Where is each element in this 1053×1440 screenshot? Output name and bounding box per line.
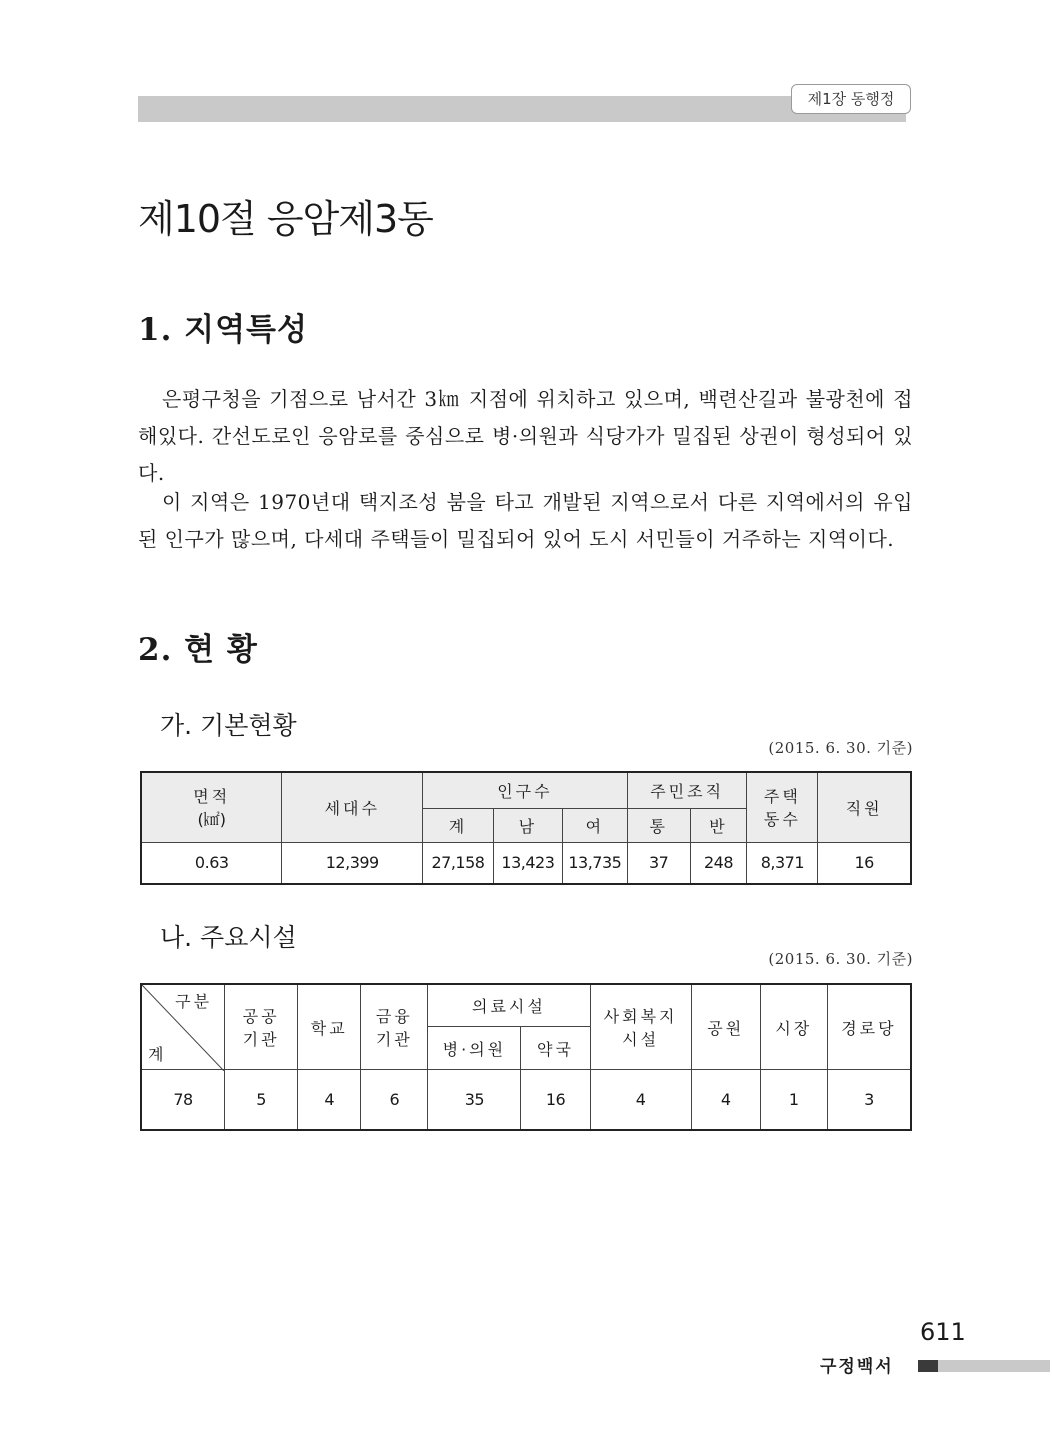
- pop-female-header: 여: [562, 808, 627, 842]
- tong-value: 37: [627, 842, 690, 884]
- hospital-header: 병·의원: [428, 1027, 521, 1070]
- households-value: 12,399: [282, 842, 423, 884]
- area-unit-label: (㎢): [197, 810, 226, 830]
- medical-header: 의료시설: [428, 984, 590, 1027]
- chapter-tab: 제1장 동행정: [791, 84, 911, 114]
- area-value: 0.63: [141, 842, 282, 884]
- total-label: 계: [148, 1045, 167, 1064]
- finance-value: 6: [361, 1070, 428, 1130]
- pop-total-value: 27,158: [423, 842, 494, 884]
- footer-bar-light: [938, 1360, 1050, 1372]
- pop-male-value: 13,423: [493, 842, 562, 884]
- public-header-line1: 공공: [242, 1007, 280, 1026]
- area-header: [141, 772, 282, 842]
- region-heading: 1. 지역특성: [138, 312, 308, 348]
- organization-header: 주민조직: [627, 772, 747, 808]
- table-row: [141, 1070, 911, 1130]
- housing-value: 8,371: [747, 842, 818, 884]
- population-header: 인구수: [423, 772, 628, 808]
- pharmacy-value: 16: [521, 1070, 590, 1130]
- region-paragraph-2: 이 지역은 1970년대 택지조성 붐을 타고 개발된 지역으로서 다른 지역에서의 유입된 인구가 많으며, 다세대 주택들이 밀집되어 있어 도시 서민들이 거주하는 지역이다.: [138, 490, 913, 551]
- senior-value: 3: [827, 1070, 911, 1130]
- facilities-table: [140, 983, 912, 1131]
- park-header: 공원: [691, 984, 760, 1070]
- hospital-value: 35: [428, 1070, 521, 1130]
- pop-total-header: 계: [423, 808, 494, 842]
- staff-header: 직원: [818, 772, 911, 842]
- housing-header: [747, 772, 818, 842]
- basic-date-note: (2015. 6. 30. 기준): [768, 739, 913, 757]
- total-value: 78: [141, 1070, 225, 1130]
- facilities-date-note: (2015. 6. 30. 기준): [768, 950, 913, 968]
- section-title: 제10절 응암제3동: [138, 197, 433, 241]
- status-heading: 2. 현 황: [138, 632, 258, 668]
- facilities-subheading: 나. 주요시설: [160, 923, 297, 952]
- page-number: 611: [920, 1318, 966, 1346]
- school-value: 4: [298, 1070, 361, 1130]
- footer-bar-dark: [918, 1360, 938, 1372]
- senior-header: 경로당: [827, 984, 911, 1070]
- ban-value: 248: [690, 842, 747, 884]
- welfare-header-line2: 시설: [622, 1030, 660, 1049]
- finance-header: [361, 984, 428, 1070]
- pop-male-header: 남: [493, 808, 562, 842]
- park-value: 4: [691, 1070, 760, 1130]
- market-header: 시장: [760, 984, 827, 1070]
- division-header: [141, 984, 225, 1070]
- welfare-header-line1: 사회복지: [603, 1007, 678, 1026]
- housing-header-line1: 주택: [763, 787, 801, 807]
- pop-female-value: 13,735: [562, 842, 627, 884]
- staff-value: 16: [818, 842, 911, 884]
- tong-header: 통: [627, 808, 690, 842]
- welfare-value: 4: [590, 1070, 691, 1130]
- finance-header-line2: 기관: [375, 1030, 413, 1049]
- basic-status-subheading: 가. 기본현황: [160, 711, 297, 740]
- welfare-header: [590, 984, 691, 1070]
- pharmacy-header: 약국: [521, 1027, 590, 1070]
- market-value: 1: [760, 1070, 827, 1130]
- division-label: 구분: [175, 992, 213, 1011]
- area-header-label: 면적: [193, 787, 231, 807]
- table-row: [141, 842, 911, 884]
- finance-header-line1: 금융: [375, 1007, 413, 1026]
- basic-status-table: [140, 771, 912, 885]
- book-title: 구정백서: [820, 1357, 894, 1377]
- ban-header: 반: [690, 808, 747, 842]
- public-value: 5: [225, 1070, 298, 1130]
- households-header: 세대수: [282, 772, 423, 842]
- region-paragraph-1: 은평구청을 기점으로 남서간 3㎞ 지점에 위치하고 있으며, 백련산길과 불광천에 접해있다. 간선도로인 응암로를 중심으로 병·의원과 식당가가 밀집된 상권이 형성되어 있다.: [138, 387, 913, 485]
- housing-header-line2: 동수: [763, 810, 801, 830]
- public-header: [225, 984, 298, 1070]
- school-header: 학교: [298, 984, 361, 1070]
- public-header-line2: 기관: [242, 1030, 280, 1049]
